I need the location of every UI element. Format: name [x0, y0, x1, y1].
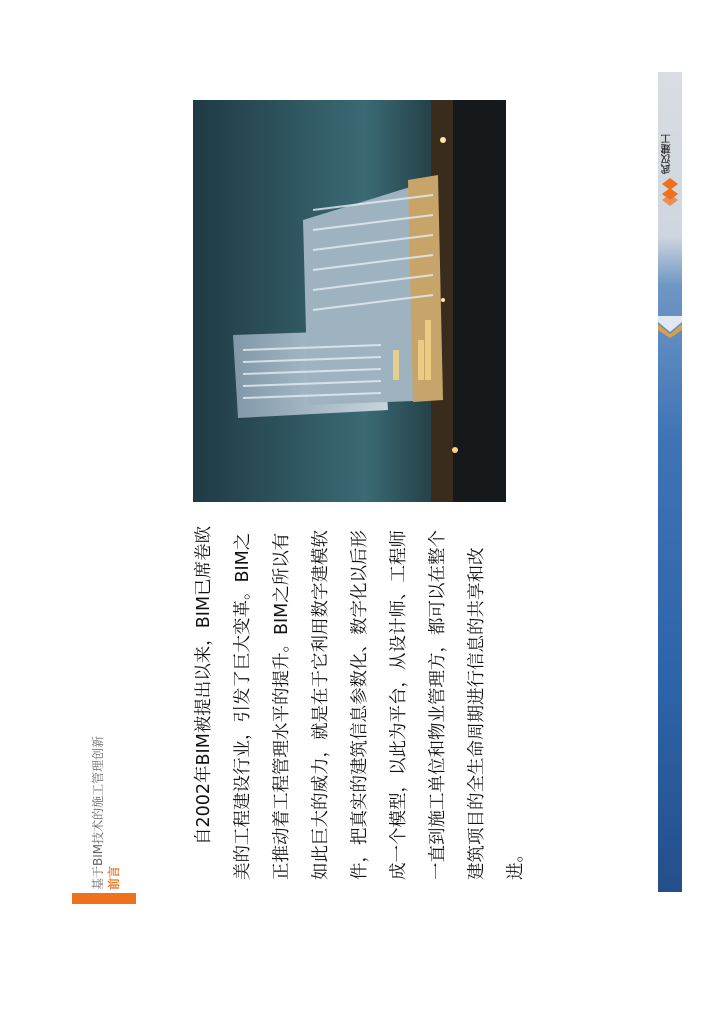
chevron-icon — [658, 316, 682, 338]
body-paragraph: 自2002年BIM被提出以来，BIM已席卷欧美的工程建设行业，引发了巨大变革。BIM之正推动着工程管理水平的提升。BIM之所以有如此巨大的威力，就是在于它利用数字建模软件，把真实的建筑信息参数化、数字化以后形成一个模型，以此为平台，从设计师、工程师一直到施工单位和物业管理方，都可以在整个建筑项目的全生命周期进行信息的共享和改进。 — [194, 525, 526, 880]
page-title: 基于BIM技术的施工管理创新 — [91, 735, 105, 890]
body-text-block — [185, 520, 526, 880]
company-logo — [660, 118, 680, 208]
page-header — [90, 700, 140, 890]
section-subtitle: 前言 — [107, 865, 121, 890]
building-photo — [193, 100, 506, 502]
wuhan-jiangong-logo-icon — [662, 178, 678, 206]
logo-label: 武汉建工 — [662, 134, 673, 174]
building-illustration — [193, 100, 506, 502]
accent-bar — [72, 893, 136, 904]
